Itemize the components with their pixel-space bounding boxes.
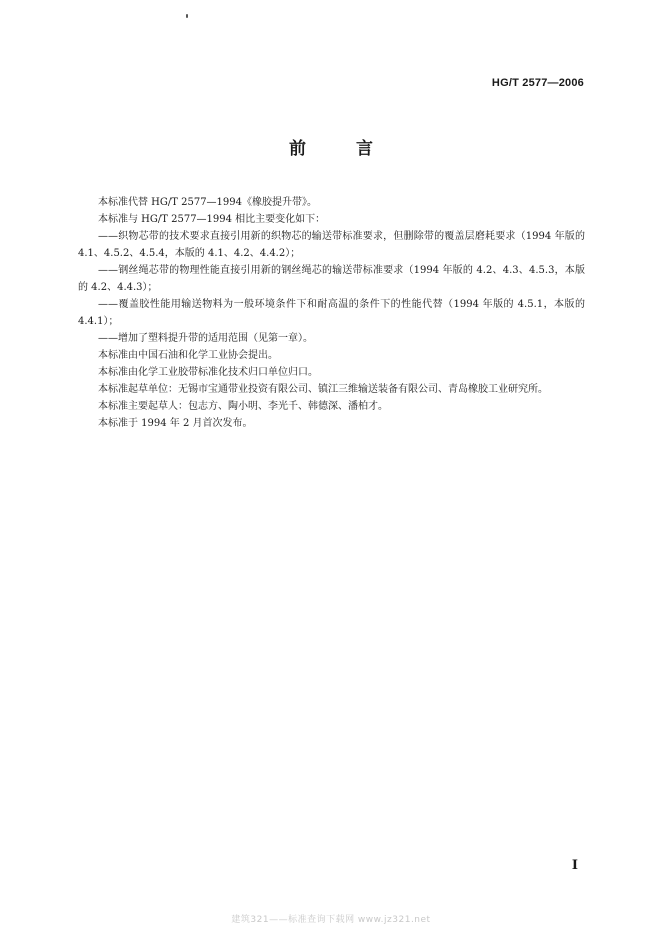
list-item: ——增加了塑料提升带的适用范围（见第一章）。: [98, 333, 313, 344]
paragraph-drafting-units: 本标准起草单位：无锡市宝通带业投资有限公司、镇江三维输送装备有限公司、青岛橡胶工业研究所。: [98, 384, 548, 395]
watermark: 建筑321——标准查询下载网 www.jz321.net: [231, 915, 431, 925]
page-title: 前 言: [289, 139, 395, 159]
standard-number: HG/T 2577—2006: [491, 77, 584, 89]
scan-speck: [186, 14, 188, 18]
paragraph-drafters: 本标准主要起草人：包志方、陶小明、李光千、韩德深、潘柏才。: [98, 401, 388, 412]
paragraph-proposer: 本标准由中国石油和化学工业协会提出。: [98, 350, 278, 361]
document-body: [78, 194, 585, 432]
list-item: ——织物芯带的技术要求直接引用新的织物芯的输送带标准要求，但删除带的覆盖层磨耗要求（1994 年版的 4.1、4.5.2、4.5.4，本版的 4.1、4.2、4.4.2）；: [78, 231, 585, 259]
list-item: ——覆盖胶性能用输送物料为一般环境条件下和耐高温的条件下的性能代替（1994 年版的 4.5.1，本版的 4.4.1）；: [78, 299, 585, 327]
paragraph-changes-intro: 本标准与 HG/T 2577—1994 相比主要变化如下：: [98, 214, 326, 225]
paragraph-centralized: 本标准由化学工业胶带标准化技术归口单位归口。: [98, 367, 318, 378]
paragraph-replaces: 本标准代替 HG/T 2577—1994《橡胶提升带》。: [98, 197, 318, 208]
list-item: ——钢丝绳芯带的物理性能直接引用新的钢丝绳芯的输送带标准要求（1994 年版的 4.2、4.3、4.5.3，本版的 4.2、4.4.3）；: [78, 265, 585, 293]
page-number: I: [571, 858, 578, 873]
paragraph-first-release: 本标准于 1994 年 2 月首次发布。: [98, 418, 253, 429]
